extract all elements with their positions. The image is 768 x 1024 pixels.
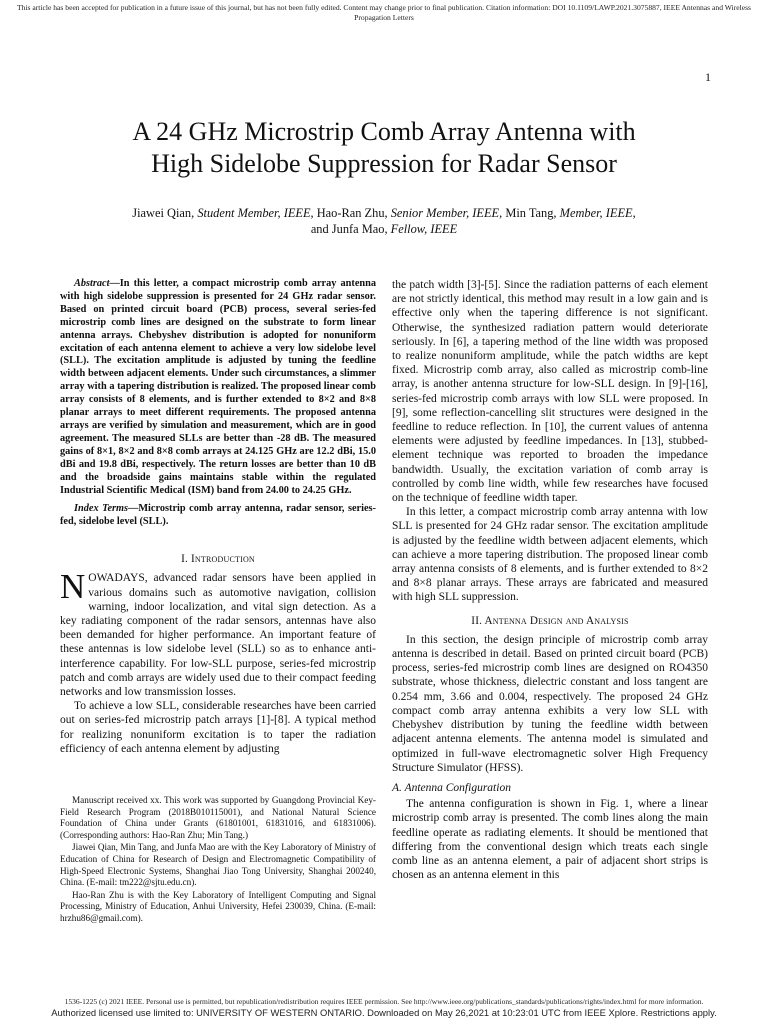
title-line-1: A 24 GHz Microstrip Comb Array Antenna with — [132, 117, 636, 146]
intro-paragraph-3: In this letter, a compact microstrip comb array antenna with low SLL is presented for 24 GHz radar sensor. The excitation amplitude is adjusted by the feedline width between adjacent elements, which can achieve a more tapering distribution. The proposed linear comb array antenna consists of 8 elements, and is further extended to 8×2 and 8×8 planar arrays. These arrays are fabricated and measured with high SLL suppression. — [392, 506, 708, 604]
index-terms — [60, 503, 376, 529]
footnote-funding: Manuscript received xx. This work was supported by Guangdong Provincial Key-Field Research Program (2018B010115001), and National Natural Science Foundation of China under Grants (61801001, 61831016, and 61831006). (Corresponding authors: Hao-Ran Zhu; Min Tang.) — [60, 795, 376, 840]
author-role: Fellow, IEEE — [390, 222, 458, 236]
abstract-lead: Abstract — [74, 278, 110, 289]
section-heading-antenna-design: II. Antenna Design and Analysis — [471, 614, 629, 627]
footnote-affiliation-2: Hao-Ran Zhu is with the Key Laboratory of Intelligent Computing and Signal Processing, Ministry of Education, Anhui University, Hefei 230039, China. (E-mail: hrzhu86@gmail.com). — [60, 889, 376, 923]
intro-paragraph-2-continued: the patch width [3]-[5]. Since the radiation patterns of each element are not strictly identical, this method may result in a low gain and is effective only when the tapering difference is not significant. Otherwise, the synthesized radiation pattern would deteriorate seriously. In [6], a tapering method of the line width was proposed to realize nonuniform amplitude, while the patch widths are kept fixed. Microstrip comb array, also called as microstrip comb-line array, is another antenna structure for low-SLL design. In [9]-[16], series-fed microstrip comb arrays with low SLL were proposed. In [9], some reflection-cancelling slit structures were designed in the feedline to reduce reflection. In [10], the current values of antenna elements were adjusted by feedline impedances. In [13], stubbed-element technique was reported to broaden the impedance bandwidth. Usually, the excitation variation of comb array is controlled by comb line width, while few researches have focused on the technique of feedline width taper. — [392, 279, 708, 505]
author-name: Min Tang, — [505, 206, 560, 220]
author-name: Hao-Ran Zhu, — [316, 206, 391, 220]
left-column — [60, 278, 376, 756]
author-separator: , — [499, 206, 506, 220]
author-role: Senior Member, IEEE — [390, 206, 500, 220]
author-separator: , — [632, 206, 636, 220]
author-name: and Junfa Mao, — [310, 222, 391, 236]
license-notice: Authorized licensed use limited to: UNIVERSITY OF WESTERN ONTARIO. Downloaded on May 26,2021 at 10:23:01 UTC from IEEE Xplore. Restrictions apply. — [51, 1007, 717, 1018]
footnote-affiliation-1: Jiawei Qian, Min Tang, and Junfa Mao are with the Key Laboratory of Ministry of Education of China for Research of Design and Electromagnetic Compatibility of High-Speed Electronic Systems, Shanghai Jiao Tong University, Shanghai 200240, China. (E-mail: tm222@sjtu.edu.cn). — [60, 842, 376, 888]
design-paragraph-1: In this section, the design principle of microstrip comb array antenna is described in detail. Based on printed circuit board (PCB) process, series-fed microstrip comb lines are designed on RO4350 substrate, whose thickness, dielectric constant and loss tangent are 0.254 mm, 3.66 and 0.004, respectively. The proposed 24 GHz compact comb array antenna exhibits a very low SLL with Chebyshev distribution by tuning the feedline width between adjacent antenna elements. The antenna model is simulated and optimized in full-wave electromagnetic solver High Frequency Structure Simulator (HFSS). — [392, 633, 708, 774]
title-line-2: High Sidelobe Suppression for Radar Sensor — [151, 149, 617, 178]
intro-paragraph-1 — [60, 567, 376, 699]
index-terms-lead: Index Terms — [74, 503, 129, 515]
right-column — [392, 278, 708, 882]
subsection-heading-configuration: A. Antenna Configuration — [392, 781, 511, 794]
footnotes — [60, 795, 376, 925]
drop-cap: N — [60, 567, 86, 607]
index-terms-text: —Microstrip comb array antenna, radar sensor, series-fed, sidelobe level (SLL). — [60, 503, 376, 528]
section-heading-introduction: I. Introduction — [181, 553, 255, 566]
author-role: Member, IEEE — [559, 206, 633, 220]
author-list — [40, 205, 728, 237]
copyright-notice: 1536-1225 (c) 2021 IEEE. Personal use is permitted, but republication/redistribution requires IEEE permission. See http://www.ieee.org/publications_standards/publications/rights/index.html for more information. — [64, 997, 704, 1006]
page-number: 1 — [705, 70, 711, 84]
journal-banner: This article has been accepted for publication in a future issue of this journal, but has not been fully edited. Content may change prior to final publication. Citation information: DOI 10.1109/LAWP.2021.3075887, IEEE Antennas and Wireless Propagation Letters — [16, 3, 752, 22]
configuration-paragraph: The antenna configuration is shown in Fig. 1, where a linear microstrip comb array is presented. The comb lines along the main feedline operate as radiating elements. It should be mentioned that differing from the conventional design which treats each single comb line as an antenna element, a pair of adjacent short strips is chosen as an antenna element in this — [392, 798, 708, 882]
author-role: Student Member, IEEE — [197, 206, 311, 220]
abstract — [60, 278, 376, 497]
author-separator: , — [310, 206, 317, 220]
author-name: Jiawei Qian, — [132, 206, 198, 220]
abstract-text: —In this letter, a compact microstrip comb array antenna with high sidelobe suppression is presented for 24 GHz radar sensor. Based on printed circuit board (PCB) process, several series-fed microstrip comb lines are designed on the substrate to form linear antenna arrays. Chebyshev distribution is adopted for nonuniform excitation of each antenna element to achieve a very low sidelobe level (SLL). The excitation amplitude is adjusted by tuning the feedline width between adjacent elements. Under such circumstances, a slimmer array with a tapering distribution is realized. The proposed linear comb array consists of 8 elements, and is further extended to 8×2 and 8×8 planar arrays to meet different requirements. The proposed antenna arrays are verified by simulation and measurement, which are in good agreement. The measured SLLs are better than -28 dB. The measured gains of 8×1, 8×2 and 8×8 comb arrays at 24.125 GHz are 12.2 dBi, 15.0 dBi and 19.8 dBi, respectively. The return losses are better than 10 dB and the broadside gains maintains stable within the regulated Industrial Scientific Medical (ISM) band from 24.00 to 24.25 GHz. — [60, 278, 376, 496]
intro-paragraph-2: To achieve a low SLL, considerable researches have been carried out on series-fed microstrip patch arrays [1]-[8]. A typical method for realizing nonuniform excitation is to taper the radiation efficiency of each antenna element by adjusting — [60, 700, 376, 755]
paper-title — [40, 116, 728, 180]
intro-paragraph-1-text: OWADAYS, advanced radar sensors have been applied in various domains such as automotive navigation, collision warning, indoor localization, and vital sign detection. As a key radiating component of the radar sensors, antennas have also been demanded for higher performance. An important feature of these antennas is low sidelobe level (SLL) so as to enhance anti-interference capability. For low-SLL purpose, series-fed microstrip patch and comb arrays are widely used due to their compact feeding networks and low transmission losses. — [60, 572, 376, 699]
